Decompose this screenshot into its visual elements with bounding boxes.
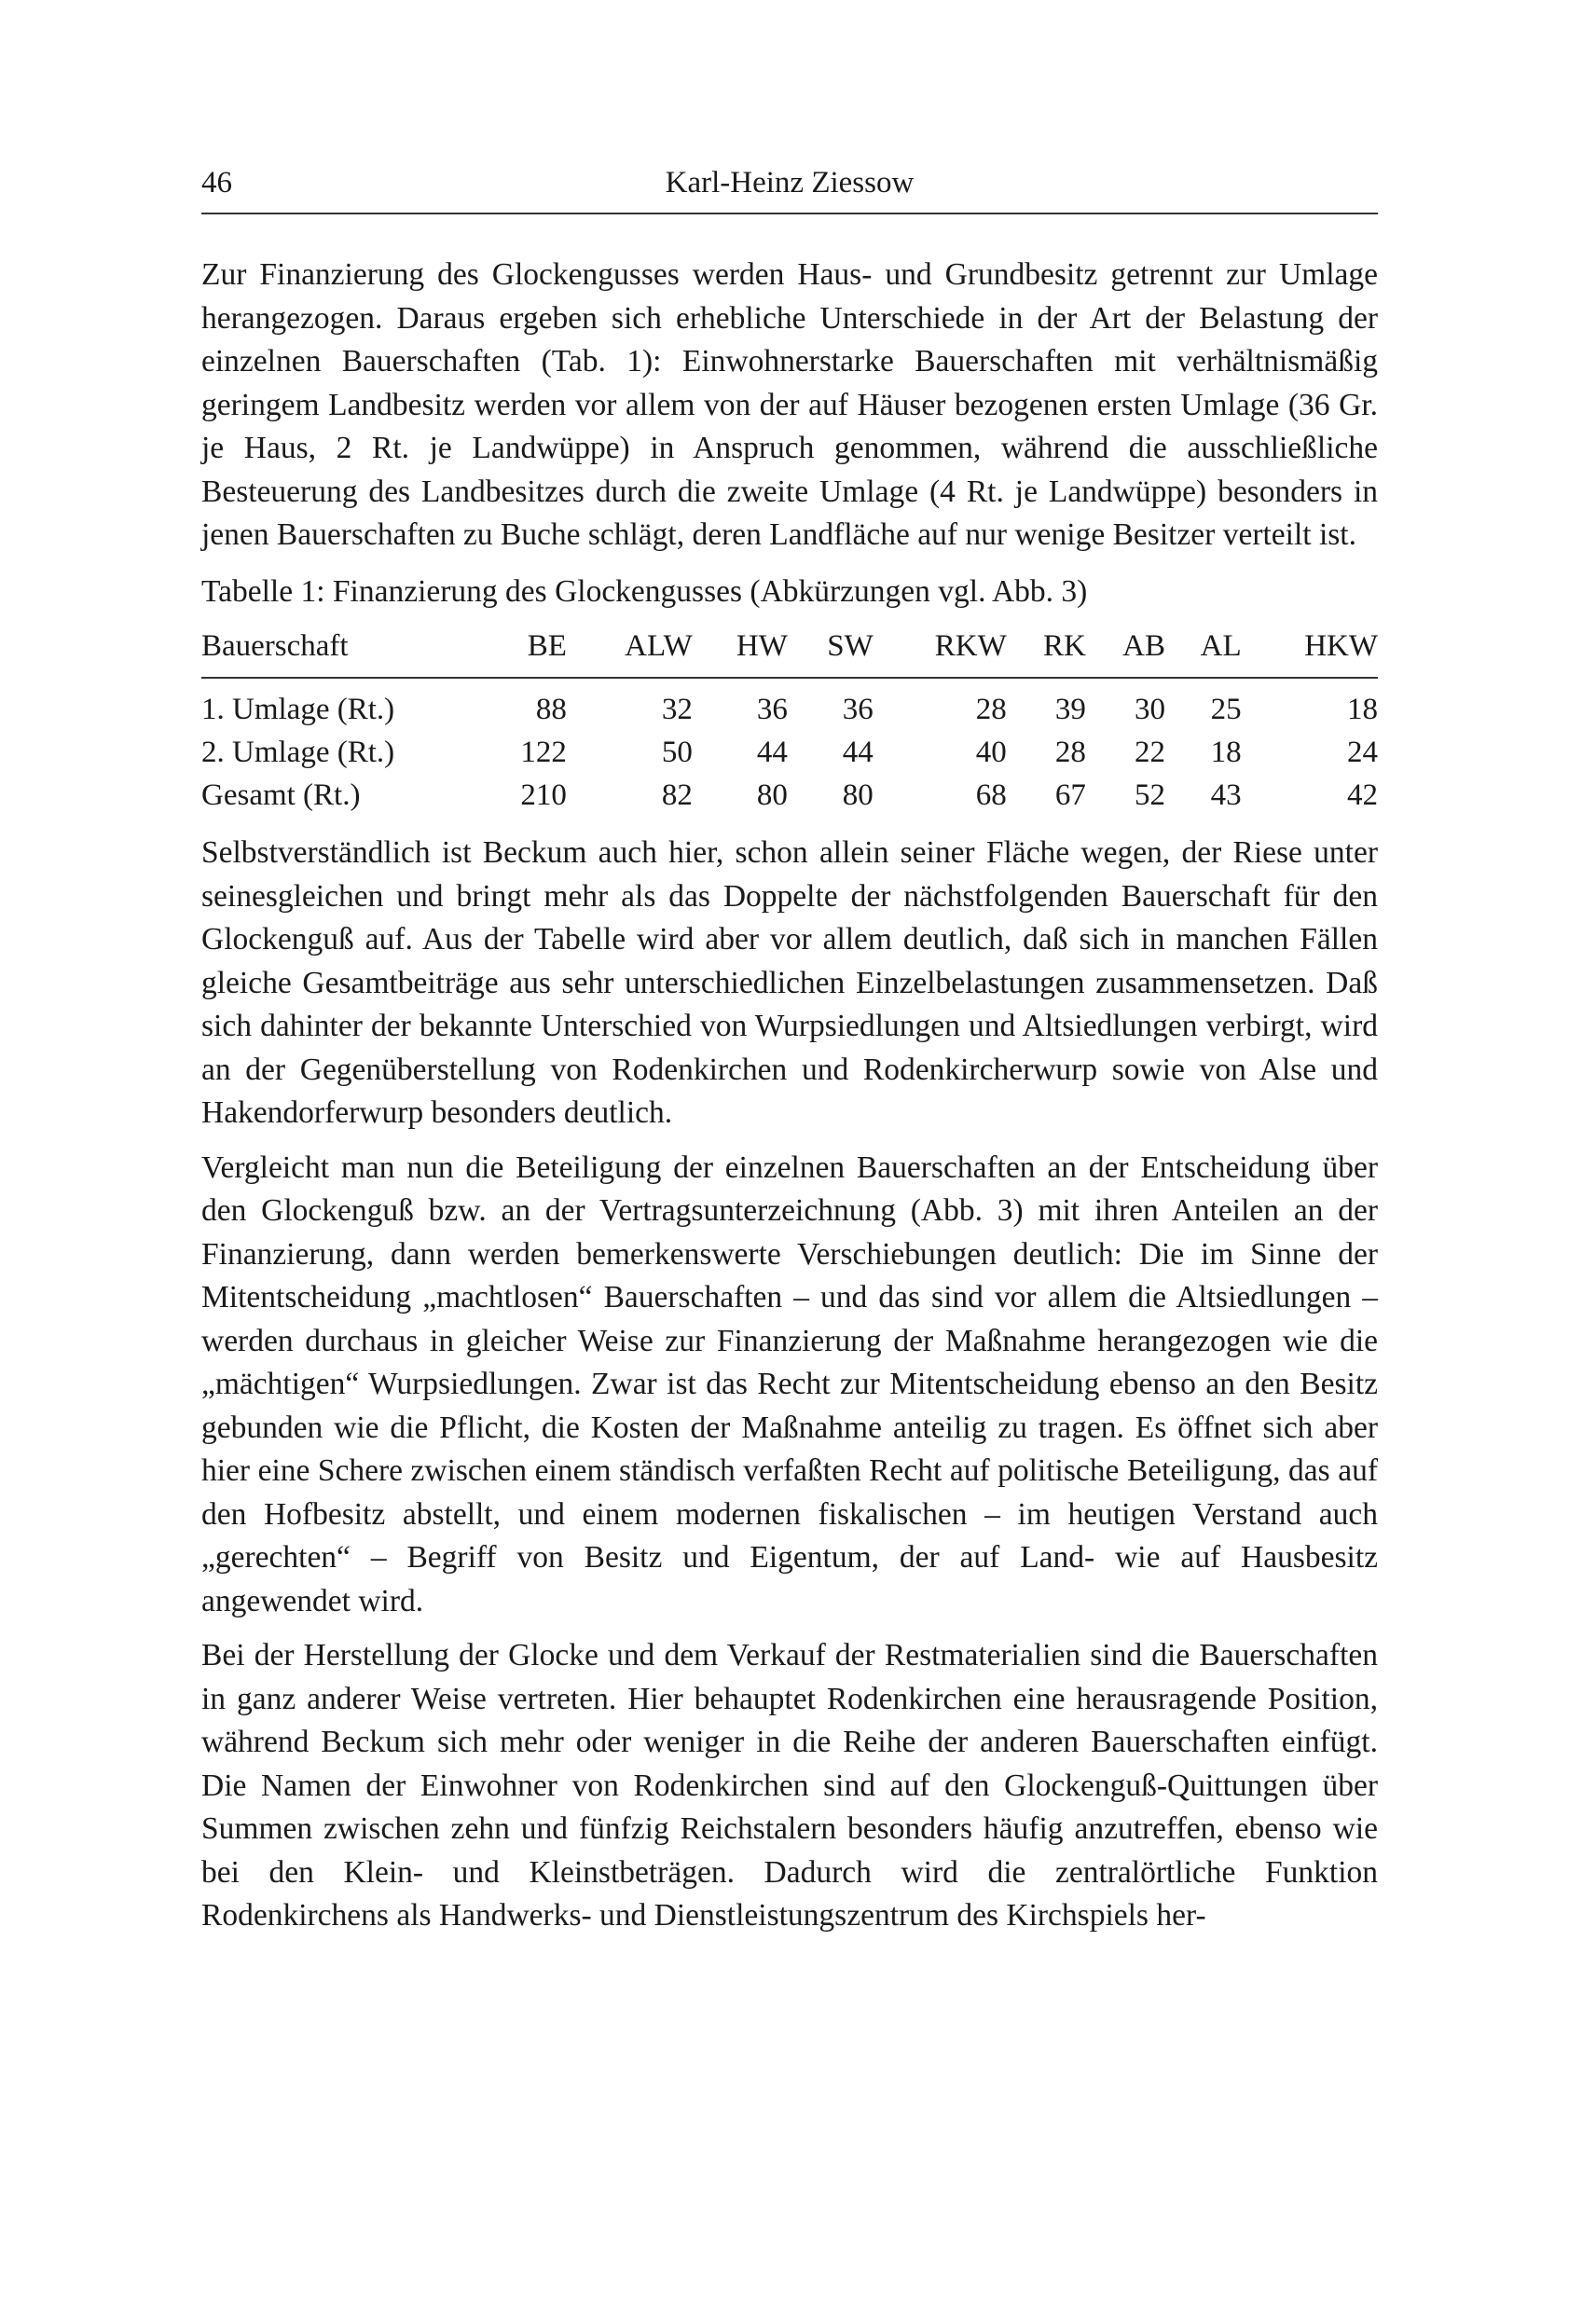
row-label: Gesamt (Rt.)	[201, 778, 361, 812]
paragraph-3: Vergleicht man nun die Beteiligung der einzelnen Bauerschaften an der Entscheidung über den Glockenguß bzw. an der Vertragsunterzeichnung (Abb. 3) mit ihren Anteilen an der Finanzierung, dann werden bemerkenswerte Verschiebungen deutlich: Die im Sinne der Mitentscheidung „machtlosen“ Bauerschaften – und das sind vor allem die Altsiedlungen – werden durchaus in gleicher Weise zur Finanzierung der Maßnahme herangezogen wie die „mächtigen“ Wurpsiedlungen. Zwar ist das Recht zur Mitentscheidung ebenso an den Besitz gebunden wie die Pflicht, die Kosten der Maßnahme anteilig zu tragen. Es öffnet sich aber hier eine Schere zwischen einem ständisch verfaßten Recht auf politische Beteiligung, das auf den Hofbesitz abstellt, und einem modernen fiskalischen – im heutigen Verstand auch „gerechten“ – Begriff von Besitz und Eigentum, der auf Land- wie auf Hausbesitz angewendet wird.	[201, 1149, 1378, 1618]
table-cell: 25	[1210, 693, 1242, 726]
table-cell: 88	[535, 693, 567, 726]
body-text	[201, 254, 1378, 1938]
table-cell: 50	[661, 736, 693, 769]
row-label: 1. Umlage (Rt.)	[201, 693, 395, 726]
table-row	[201, 774, 1378, 824]
table-cell: 28	[1054, 736, 1086, 769]
paragraph-2: Selbstverständlich ist Beckum auch hier, schon allein seiner Fläche wegen, der Riese unter seinesgleichen und bringt mehr als das Doppelte der nächstfolgenden Bauerschaft für den Glockenguß auf. Aus der Tabelle wird aber vor allem deutlich, daß sich in manchen Fällen gleiche Gesamtbeiträge aus sehr unterschiedlichen Einzelbelastungen zusammensetzen. Daß sich dahinter der bekannte Unterschied von Wurpsiedlungen und Altsiedlungen verbirgt, wird an der Gegenüberstellung von Rodenkirchen und Rodenkircherwurp sowie von Alse und Hakendorferwurp besonders deutlich.	[201, 835, 1378, 1130]
table-cell: 122	[520, 736, 567, 769]
table-cell: 42	[1347, 778, 1378, 812]
table-cell: 80	[842, 778, 874, 812]
column-header: RK	[1007, 625, 1086, 678]
table-cell: 68	[975, 778, 1007, 812]
row-label: 2. Umlage (Rt.)	[201, 736, 395, 769]
table-row	[201, 678, 1378, 731]
column-header: HKW	[1242, 625, 1378, 678]
table-cell: 18	[1210, 736, 1242, 769]
table-cell: 210	[520, 778, 567, 812]
paragraph-4: Bei der Herstellung der Glocke und dem Verkauf der Restmaterialien sind die Bauerschaften in ganz anderer Weise vertreten. Hier behauptet Rodenkirchen eine herausragende Position, während Beckum sich mehr oder weniger in die Reihe der anderen Bauerschaften einfügt. Die Namen der Einwohner von Rodenkirchen sind auf den Glockenguß-Quittungen über Summen zwischen zehn und fünfzig Reichstalern besonders häufig anzutreffen, ebenso wie bei den Klein- und Kleinstbeträgen. Dadurch wird die zentralörtliche Funktion Rodenkirchens als Handwerks- und Dienstleistungszentrum des Kirchspiels her-	[201, 1638, 1378, 1933]
table-caption: Tabelle 1: Finanzierung des Glockengusses (Abkürzungen vgl. Abb. 3)	[201, 573, 1088, 609]
table-cell: 52	[1134, 778, 1165, 812]
column-header: Bauerschaft	[201, 625, 481, 678]
column-header: ALW	[567, 625, 693, 678]
paragraph-1: Zur Finanzierung des Glockengusses werden Haus- und Grundbesitz getrennt zur Umlage herangezogen. Daraus ergeben sich erhebliche Unterschiede in der Art der Belastung der einzelnen Bauerschaften (Tab. 1): Einwohnerstarke Bauerschaften mit verhältnismäßig geringem Landbesitz werden vor allem von der auf Häuser bezogenen ersten Umlage (36 Gr. je Haus, 2 Rt. je Landwüppe) in Anspruch genommen, während die ausschließliche Besteuerung des Landbesitzes durch die zweite Umlage (4 Rt. je Landwüppe) besonders in jenen Bauerschaften zu Buche schlägt, deren Landfläche auf nur wenige Besitzer verteilt ist.	[201, 257, 1378, 552]
table-cell: 24	[1347, 736, 1378, 769]
table-cell: 36	[842, 693, 874, 726]
table-cell: 22	[1134, 736, 1165, 769]
table-cell: 44	[842, 736, 874, 769]
column-header: RKW	[874, 625, 1007, 678]
table-cell: 40	[975, 736, 1007, 769]
table-cell: 67	[1054, 778, 1086, 812]
column-header: BE	[481, 625, 567, 678]
table-cell: 18	[1347, 693, 1378, 726]
column-header: AB	[1086, 625, 1165, 678]
table-cell: 44	[756, 736, 788, 769]
financing-table	[201, 625, 1378, 824]
table-cell: 30	[1134, 693, 1165, 726]
table-cell: 36	[756, 693, 788, 726]
table-cell: 80	[756, 778, 788, 812]
table-cell: 43	[1210, 778, 1242, 812]
column-header: HW	[693, 625, 788, 678]
table-row	[201, 731, 1378, 774]
table-cell: 39	[1054, 693, 1086, 726]
table-header-row	[201, 625, 1378, 678]
table-cell: 32	[661, 693, 693, 726]
page-number: 46	[201, 166, 232, 200]
column-header: SW	[788, 625, 874, 678]
table-cell: 82	[661, 778, 693, 812]
table-cell: 28	[975, 693, 1007, 726]
column-header: AL	[1165, 625, 1242, 678]
header-author: Karl-Heinz Ziessow	[665, 166, 915, 200]
running-header	[201, 166, 1378, 214]
